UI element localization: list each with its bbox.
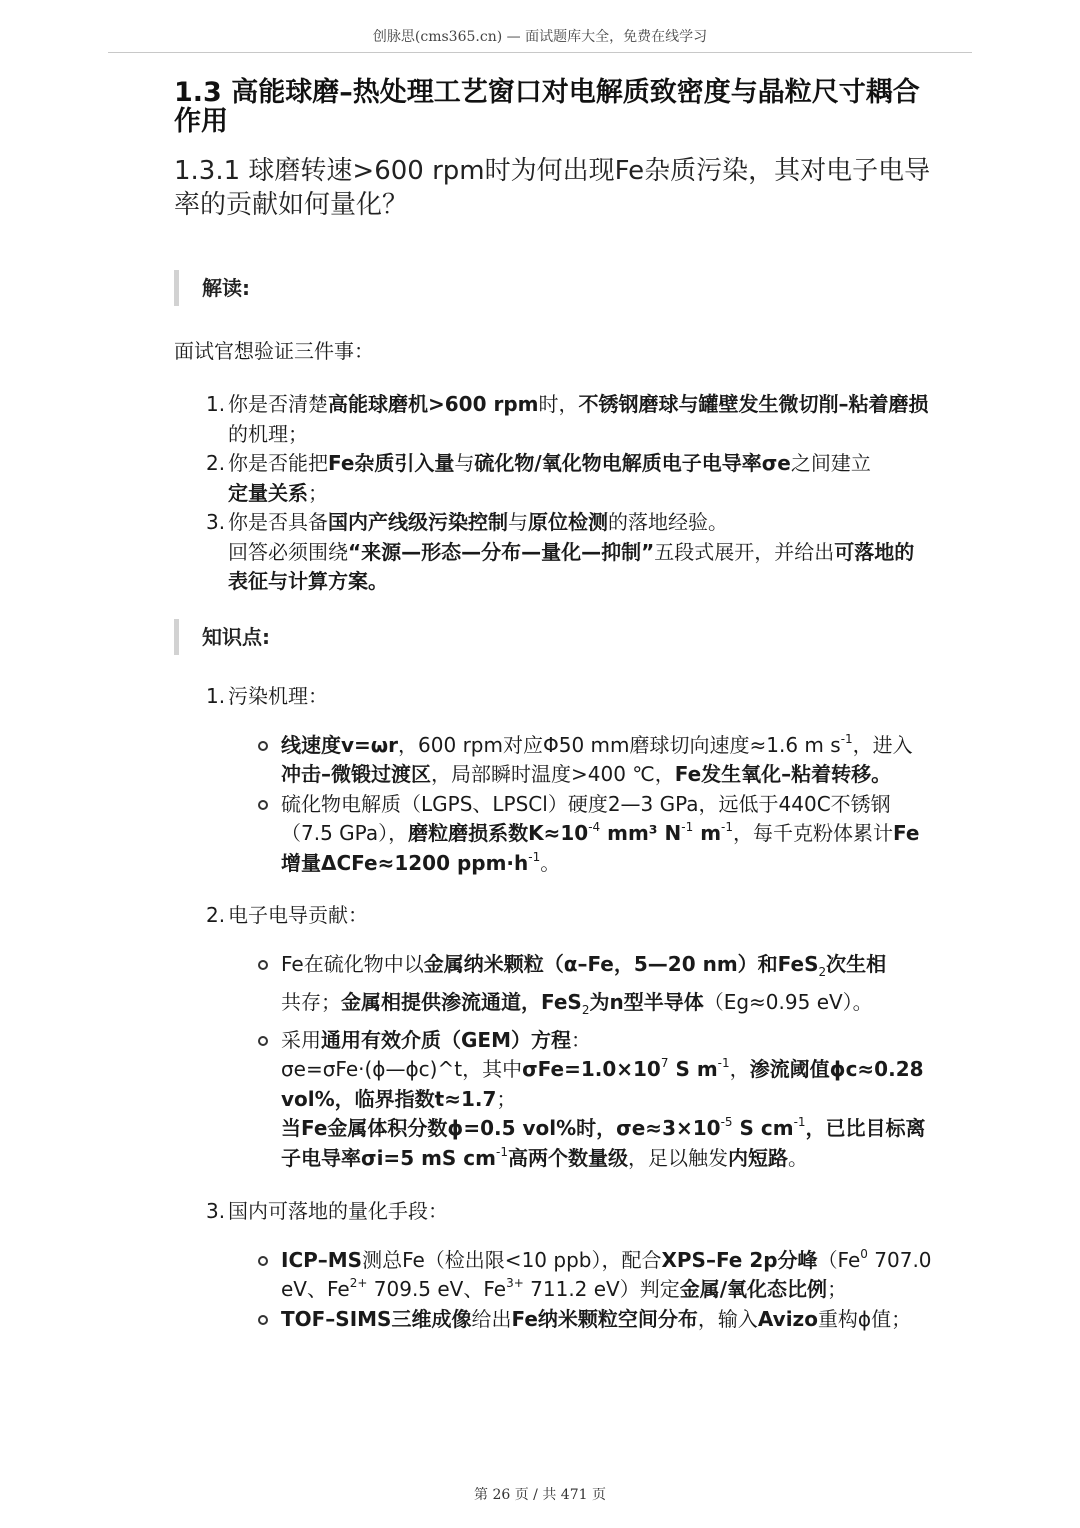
bold-run: TOF–SIMS三维成像 — [281, 1306, 472, 1331]
section-number: 3. — [206, 1198, 226, 1223]
bold-run: Fe杂质引入量 — [328, 451, 455, 475]
bold-run: “来源—形态—分布—量化—抑制” — [348, 539, 655, 564]
text-run: ： — [570, 1027, 591, 1052]
superscript: 0 — [860, 1246, 868, 1261]
text-run: 709.5 eV、Fe — [367, 1277, 507, 1302]
bold-run: Fe发生氧化–粘着转移。 — [674, 762, 892, 787]
text-run: 测总Fe（检出限<10 ppb），配合 — [362, 1247, 662, 1272]
bullet-item — [174, 1026, 934, 1174]
section-title: 1.3 高能球磨–热处理工艺窗口对电解质致密度与晶粒尺寸耦合作用 — [174, 77, 920, 137]
bold-run: 通用有效介质（GEM）方程 — [321, 1027, 571, 1052]
bold-run: m — [693, 821, 722, 846]
text-run: 的落地经验。 — [608, 510, 728, 534]
text-run: 。 — [787, 1146, 808, 1171]
bold-run: ，已比目标离子电导率σi=5 mS cm — [281, 1116, 926, 1171]
section-number: 2. — [206, 903, 226, 928]
interpretation-list — [174, 390, 934, 597]
bullet-item — [174, 1246, 934, 1305]
bold-run: Avizo — [757, 1306, 818, 1331]
knowledge-bullets — [174, 731, 934, 879]
list-item — [206, 508, 934, 597]
text-run: ，输入 — [697, 1306, 758, 1331]
section-title-text: 污染机理： — [228, 683, 328, 708]
text-run: ， — [729, 1057, 750, 1082]
superscript: -1 — [717, 1056, 730, 1071]
text-run: ，进入 — [852, 732, 913, 757]
bullet-circle-icon — [258, 800, 268, 810]
bold-run: 为n型半导体 — [589, 990, 704, 1015]
bold-run: 线速度v=ωr — [281, 732, 399, 757]
superscript: -1 — [681, 820, 694, 835]
interpretation-intro: 面试官想验证三件事： — [174, 339, 374, 363]
bold-run: S m — [668, 1057, 718, 1082]
bold-run: 内短路 — [727, 1146, 788, 1171]
list-item-number: 1. — [206, 392, 226, 416]
text-run: Fe在硫化物中以 — [281, 952, 424, 977]
section-title-text: 电子电导贡献： — [228, 903, 368, 928]
text-run: 采用 — [281, 1027, 321, 1052]
text-run: 与 — [508, 510, 528, 534]
knowledge-section-title — [174, 681, 934, 711]
superscript: 3+ — [506, 1276, 524, 1291]
bullet-circle-icon — [258, 1036, 268, 1046]
bold-run: mm³ N — [600, 821, 682, 846]
text-run: 你是否清楚 — [228, 392, 328, 416]
knowledge-bullets — [174, 1246, 934, 1335]
text-run: 707.0 eV、Fe — [281, 1247, 932, 1302]
bullet-item — [174, 790, 934, 879]
text-run: ； — [496, 1086, 517, 1111]
bold-run: 冲击–微锻过渡区 — [281, 762, 431, 787]
text-run: 给出 — [471, 1306, 512, 1331]
bold-run: 可落地的表征与计算方案。 — [228, 539, 915, 593]
bold-run: σFe=1.0×10 — [522, 1057, 661, 1082]
text-run: 五段式展开，并给出 — [654, 539, 835, 564]
bold-run: 原位检测 — [528, 510, 608, 534]
text-run: 你是否能把 — [228, 451, 328, 475]
bold-run: 次生相 — [826, 952, 887, 977]
bold-run: 渗流阈值ϕc≈0.28 vol%，临界指数t≈1.7 — [281, 1057, 924, 1111]
text-run: 的机理； — [228, 421, 308, 446]
document-body — [174, 78, 934, 1356]
bullet-circle-icon — [258, 960, 268, 970]
bullet-circle-icon — [258, 1315, 268, 1325]
superscript: 2+ — [349, 1276, 368, 1291]
text-run: （Fe — [817, 1247, 861, 1272]
text-run: ，局部瞬时温度>400 ℃， — [431, 762, 675, 787]
bold-run: Fe纳米颗粒空间分布 — [511, 1306, 698, 1331]
page-header: 创脉思(cms365.cn) — 面试题库大全，免费在线学习 — [372, 29, 708, 45]
subscript: 2 — [818, 965, 827, 980]
knowledge-bullets — [174, 950, 934, 1173]
text-run: ； — [827, 1277, 848, 1302]
text-run: 共存； — [281, 990, 341, 1015]
bullet-circle-icon — [258, 741, 268, 751]
superscript: -1 — [793, 1115, 806, 1130]
bold-run: 磨粒磨损系数K≈10 — [408, 821, 589, 846]
bold-run: 金属纳米颗粒（α–Fe，5—20 nm）和FeS — [423, 952, 819, 977]
text-run: 重构ϕ值； — [817, 1306, 912, 1331]
text-run: ，每千克粉体累计 — [733, 821, 894, 846]
text-run: 与 — [454, 451, 475, 475]
text-run: 711.2 eV）判定 — [523, 1277, 680, 1302]
text-run: σe=σFe·(ϕ—ϕc)^t，其中 — [281, 1057, 523, 1082]
text-run: ； — [308, 480, 328, 505]
bold-run: 高能球磨机>600 rpm — [328, 392, 539, 416]
page-footer: 第 26 页 / 共 471 页 — [474, 1487, 606, 1503]
bullet-item — [174, 1305, 934, 1335]
superscript: -1 — [721, 820, 734, 835]
bold-run: XPS–Fe 2p分峰 — [661, 1247, 818, 1272]
bold-run: S cm — [732, 1116, 794, 1141]
bold-run: ICP–MS — [281, 1247, 363, 1272]
subscript: 2 — [581, 1003, 590, 1018]
superscript: -4 — [588, 820, 601, 835]
bold-run: 国内产线级污染控制 — [328, 510, 508, 534]
superscript: -1 — [840, 731, 853, 746]
text-run: 你是否具备 — [228, 510, 328, 534]
text-run: 时， — [538, 392, 579, 416]
bullet-item — [174, 950, 934, 1025]
list-item — [206, 390, 934, 449]
list-item-number: 3. — [206, 510, 226, 534]
header-divider — [108, 52, 972, 53]
interpretation-heading: 解读: — [174, 270, 934, 306]
superscript: -5 — [720, 1115, 733, 1130]
bold-run: Fe增量ΔCFe≈1200 ppm·h — [281, 821, 920, 875]
bullet-circle-icon — [258, 1256, 268, 1266]
section-title-text: 国内可落地的量化手段： — [228, 1198, 448, 1223]
bullet-item — [174, 731, 934, 790]
superscript: 7 — [660, 1056, 669, 1071]
knowledge-section-title — [174, 900, 934, 930]
bold-run: 硫化物/氧化物电解质电子电导率σe — [474, 451, 791, 475]
section-number: 1. — [206, 683, 226, 708]
list-item — [206, 449, 934, 508]
question-title: 1.3.1 球磨转速>600 rpm时为何出现Fe杂质污染，其对电子电导率的贡献如何量化？ — [174, 156, 931, 220]
bold-run: 金属相提供渗流通道，FeS — [341, 990, 582, 1015]
knowledge-heading: 知识点: — [174, 619, 934, 655]
text-run: ，600 rpm对应Φ50 mm磨球切向速度≈1.6 m s — [398, 732, 841, 757]
bold-run: 定量关系 — [228, 480, 308, 505]
list-item-number: 2. — [206, 451, 226, 475]
text-run: ，足以触发 — [627, 1146, 728, 1171]
bold-run: 金属/氧化态比例 — [679, 1277, 828, 1302]
text-run: 硫化物电解质（LGPS、LPSCl）硬度2—3 GPa，远低于440C不锈钢（7.5 GPa）， — [281, 791, 891, 846]
superscript: -1 — [528, 849, 541, 864]
bold-run: 高两个数量级 — [507, 1146, 628, 1171]
knowledge-section-title — [174, 1196, 934, 1226]
text-run: 回答必须围绕 — [228, 539, 348, 564]
text-run: 之间建立 — [790, 451, 871, 475]
text-run: （Eg≈0.95 eV）。 — [703, 990, 873, 1015]
superscript: -1 — [495, 1145, 508, 1160]
bold-run: 不锈钢磨球与罐壁发生微切削–粘着磨损 — [578, 392, 929, 416]
text-run: 。 — [540, 850, 561, 875]
bold-run: 当Fe金属体积分数ϕ=0.5 vol%时，σe≈3×10 — [281, 1116, 721, 1141]
